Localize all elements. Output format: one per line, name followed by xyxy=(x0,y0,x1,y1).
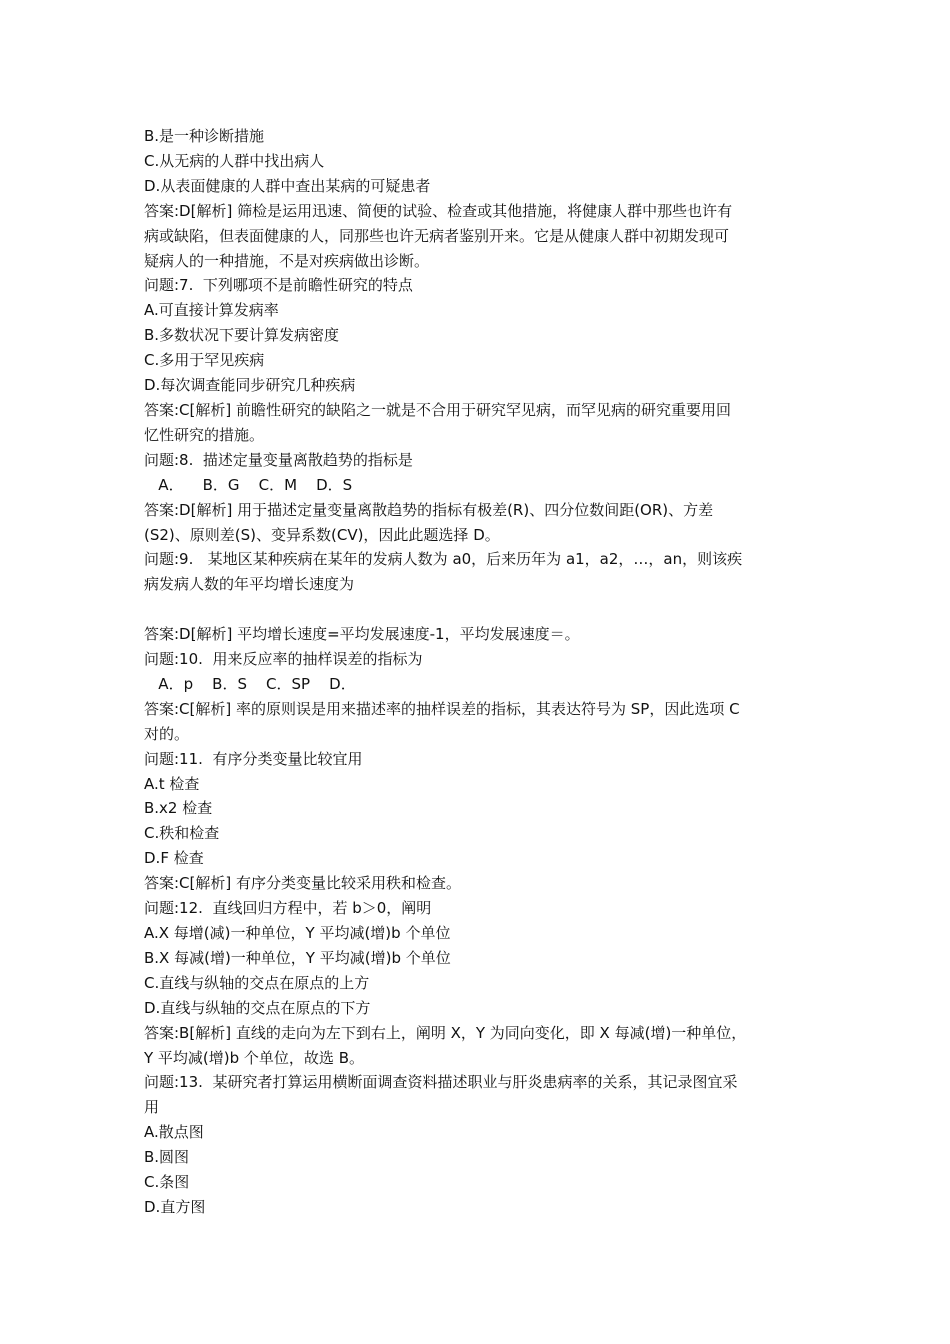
option-line: B.X 每减(增)一种单位，Y 平均减(增)b 个单位 xyxy=(144,948,451,967)
question-line: 用 xyxy=(144,1098,160,1117)
answer-line: 忆性研究的措施。 xyxy=(144,425,265,444)
answer-line: Y 平均减(增)b 个单位，故选 B。 xyxy=(144,1048,364,1067)
option-line: B.多数状况下要计算发病密度 xyxy=(144,326,340,345)
question-line: 问题:7. 下列哪项不是前瞻性研究的特点 xyxy=(144,276,413,295)
answer-line: 病或缺陷，但表面健康的人，同那些也许无病者鉴别开来。它是从健康人群中初期发现可 xyxy=(144,226,730,245)
answer-line: 答案:D[解析] 用于描述定量变量离散趋势的指标有极差(R)、四分位数间距(OR)、方差 xyxy=(144,500,714,519)
blank-line xyxy=(144,597,816,622)
text-line: C.从无病的人群中找出病人 xyxy=(144,151,325,170)
option-line: A.可直接计算发病率 xyxy=(144,301,279,320)
option-line: D.直线与纵轴的交点在原点的下方 xyxy=(144,998,371,1017)
question-line: 问题:12. 直线回归方程中，若 b＞0，阐明 xyxy=(144,899,432,918)
answer-line: 答案:D[解析] 平均增长速度=平均发展速度-1，平均发展速度＝。 xyxy=(144,625,580,644)
question-line: 问题:10. 用来反应率的抽样误差的指标为 xyxy=(144,650,423,669)
answer-line: 答案:B[解析] 直线的走向为左下到右上，阐明 X，Y 为同向变化，即 X 每减(增)一种单位， xyxy=(144,1023,747,1042)
option-line: A．p B．S C．SP D． xyxy=(144,674,356,693)
question-line: 问题:8. 描述定量变量离散趋势的指标是 xyxy=(144,450,413,469)
document-page xyxy=(144,124,816,1220)
answer-line: 答案:C[解析] 率的原则误是用来描述率的抽样误差的指标，其表达符号为 SP，因此选项 C xyxy=(144,699,740,718)
option-line: D.每次调查能同步研究几种疾病 xyxy=(144,376,356,395)
option-line: C.多用于罕见疾病 xyxy=(144,351,265,370)
option-line: C.条图 xyxy=(144,1173,190,1192)
option-line: A.t 检查 xyxy=(144,774,200,793)
option-line: D.F 检查 xyxy=(144,849,204,868)
answer-line: 答案:C[解析] 前瞻性研究的缺陷之一就是不合用于研究罕见病，而罕见病的研究重要用回 xyxy=(144,400,732,419)
option-line: A.X 每增(减)一种单位，Y 平均减(增)b 个单位 xyxy=(144,923,451,942)
answer-line: 答案:D[解析] 筛检是运用迅速、简便的试验、检查或其他措施，将健康人群中那些也许有 xyxy=(144,201,733,220)
question-line: 病发病人数的年平均增长速度为 xyxy=(144,575,355,594)
question-line: 问题:11. 有序分类变量比较宜用 xyxy=(144,749,363,768)
answer-line: 疑病人的一种措施，不是对疾病做出诊断。 xyxy=(144,251,430,270)
option-line: C.直线与纵轴的交点在原点的上方 xyxy=(144,973,370,992)
question-line: 问题:9. 某地区某种疾病在某年的发病人数为 a0，后来历年为 a1，a2，…，an，则该疾 xyxy=(144,550,743,569)
option-line: B.圆图 xyxy=(144,1148,190,1167)
option-line: B.x2 检查 xyxy=(144,799,213,818)
option-line: C.秩和检查 xyxy=(144,824,220,843)
option-line: A． B．G C．M D．S xyxy=(144,475,353,494)
text-line: D.从表面健康的人群中查出某病的可疑患者 xyxy=(144,176,431,195)
answer-line: 对的。 xyxy=(144,724,190,743)
text-line: B.是一种诊断措施 xyxy=(144,127,265,145)
question-line: 问题:13. 某研究者打算运用横断面调查资料描述职业与肝炎患病率的关系，其记录图宜采 xyxy=(144,1073,738,1092)
answer-line: 答案:C[解析] 有序分类变量比较采用秩和检查。 xyxy=(144,874,462,893)
option-line: A.散点图 xyxy=(144,1123,204,1142)
answer-line: (S2)、原则差(S)、变异系数(CV)，因此此题选择 D。 xyxy=(144,525,500,544)
option-line: D.直方图 xyxy=(144,1197,206,1216)
